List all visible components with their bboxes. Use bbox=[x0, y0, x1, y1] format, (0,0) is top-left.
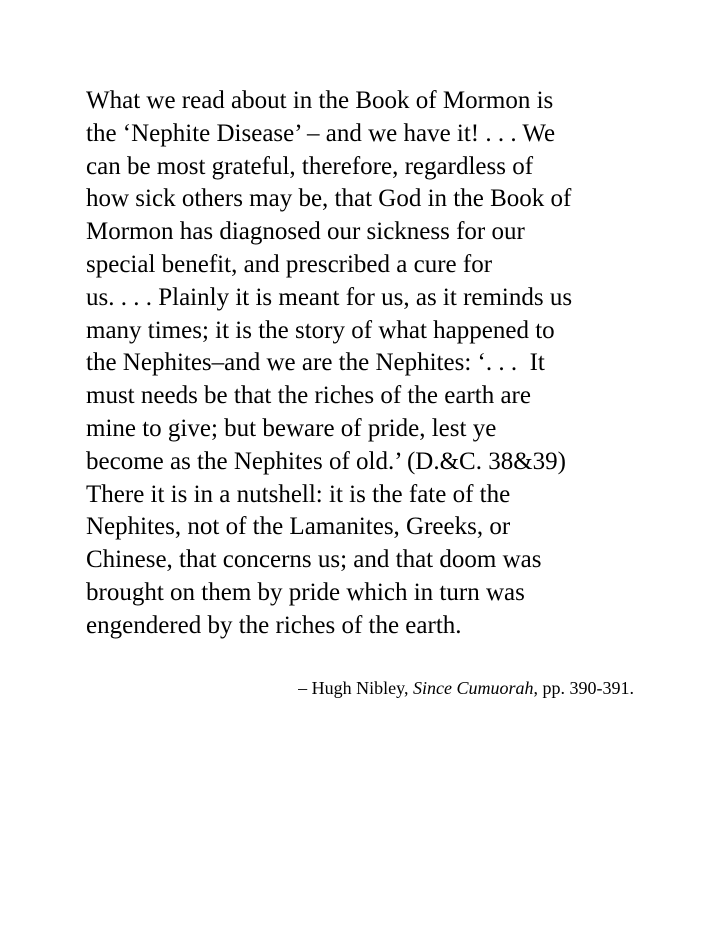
quote-line: many times; it is the story of what happened to bbox=[86, 316, 555, 344]
quote-line: become as the Nephites of old.’ (D.&C. 38&39) bbox=[86, 447, 566, 475]
quote-line: mine to give; but beware of pride, lest ye bbox=[86, 414, 497, 442]
quote-line: brought on them by pride which in turn was bbox=[86, 578, 525, 606]
attribution-book-title: Since Cumuorah bbox=[413, 678, 534, 698]
quote-line: can be most grateful, therefore, regardless of bbox=[86, 152, 534, 180]
quote-line: What we read about in the Book of Mormon is bbox=[86, 87, 554, 114]
quote-line: Chinese, that concerns us; and that doom was bbox=[86, 546, 542, 574]
attribution-pages: , pp. 390-391. bbox=[533, 678, 634, 698]
quote-line: us. . . . Plainly it is meant for us, as it reminds us bbox=[86, 283, 573, 311]
quote-line: special benefit, and prescribed a cure for bbox=[86, 250, 493, 278]
quote-line: the ‘Nephite Disease’ – and we have it! . . . We bbox=[86, 119, 556, 147]
quote-line: engendered by the riches of the earth. bbox=[86, 611, 462, 639]
attribution-author: – Hugh Nibley, bbox=[298, 678, 413, 698]
attribution bbox=[298, 677, 634, 699]
quote-text bbox=[86, 85, 646, 643]
quote-line: Mormon has diagnosed our sickness for our bbox=[86, 218, 525, 246]
quote-line: There it is in a nutshell: it is the fate of the bbox=[86, 480, 511, 508]
quote-line: Nephites, not of the Lamanites, Greeks, or bbox=[86, 513, 511, 541]
quote-line: must needs be that the riches of the earth are bbox=[86, 382, 531, 410]
quote-line: the Nephites–and we are the Nephites: ‘. . . It bbox=[86, 349, 545, 377]
quote-line: how sick others may be, that God in the Book of bbox=[86, 185, 572, 213]
